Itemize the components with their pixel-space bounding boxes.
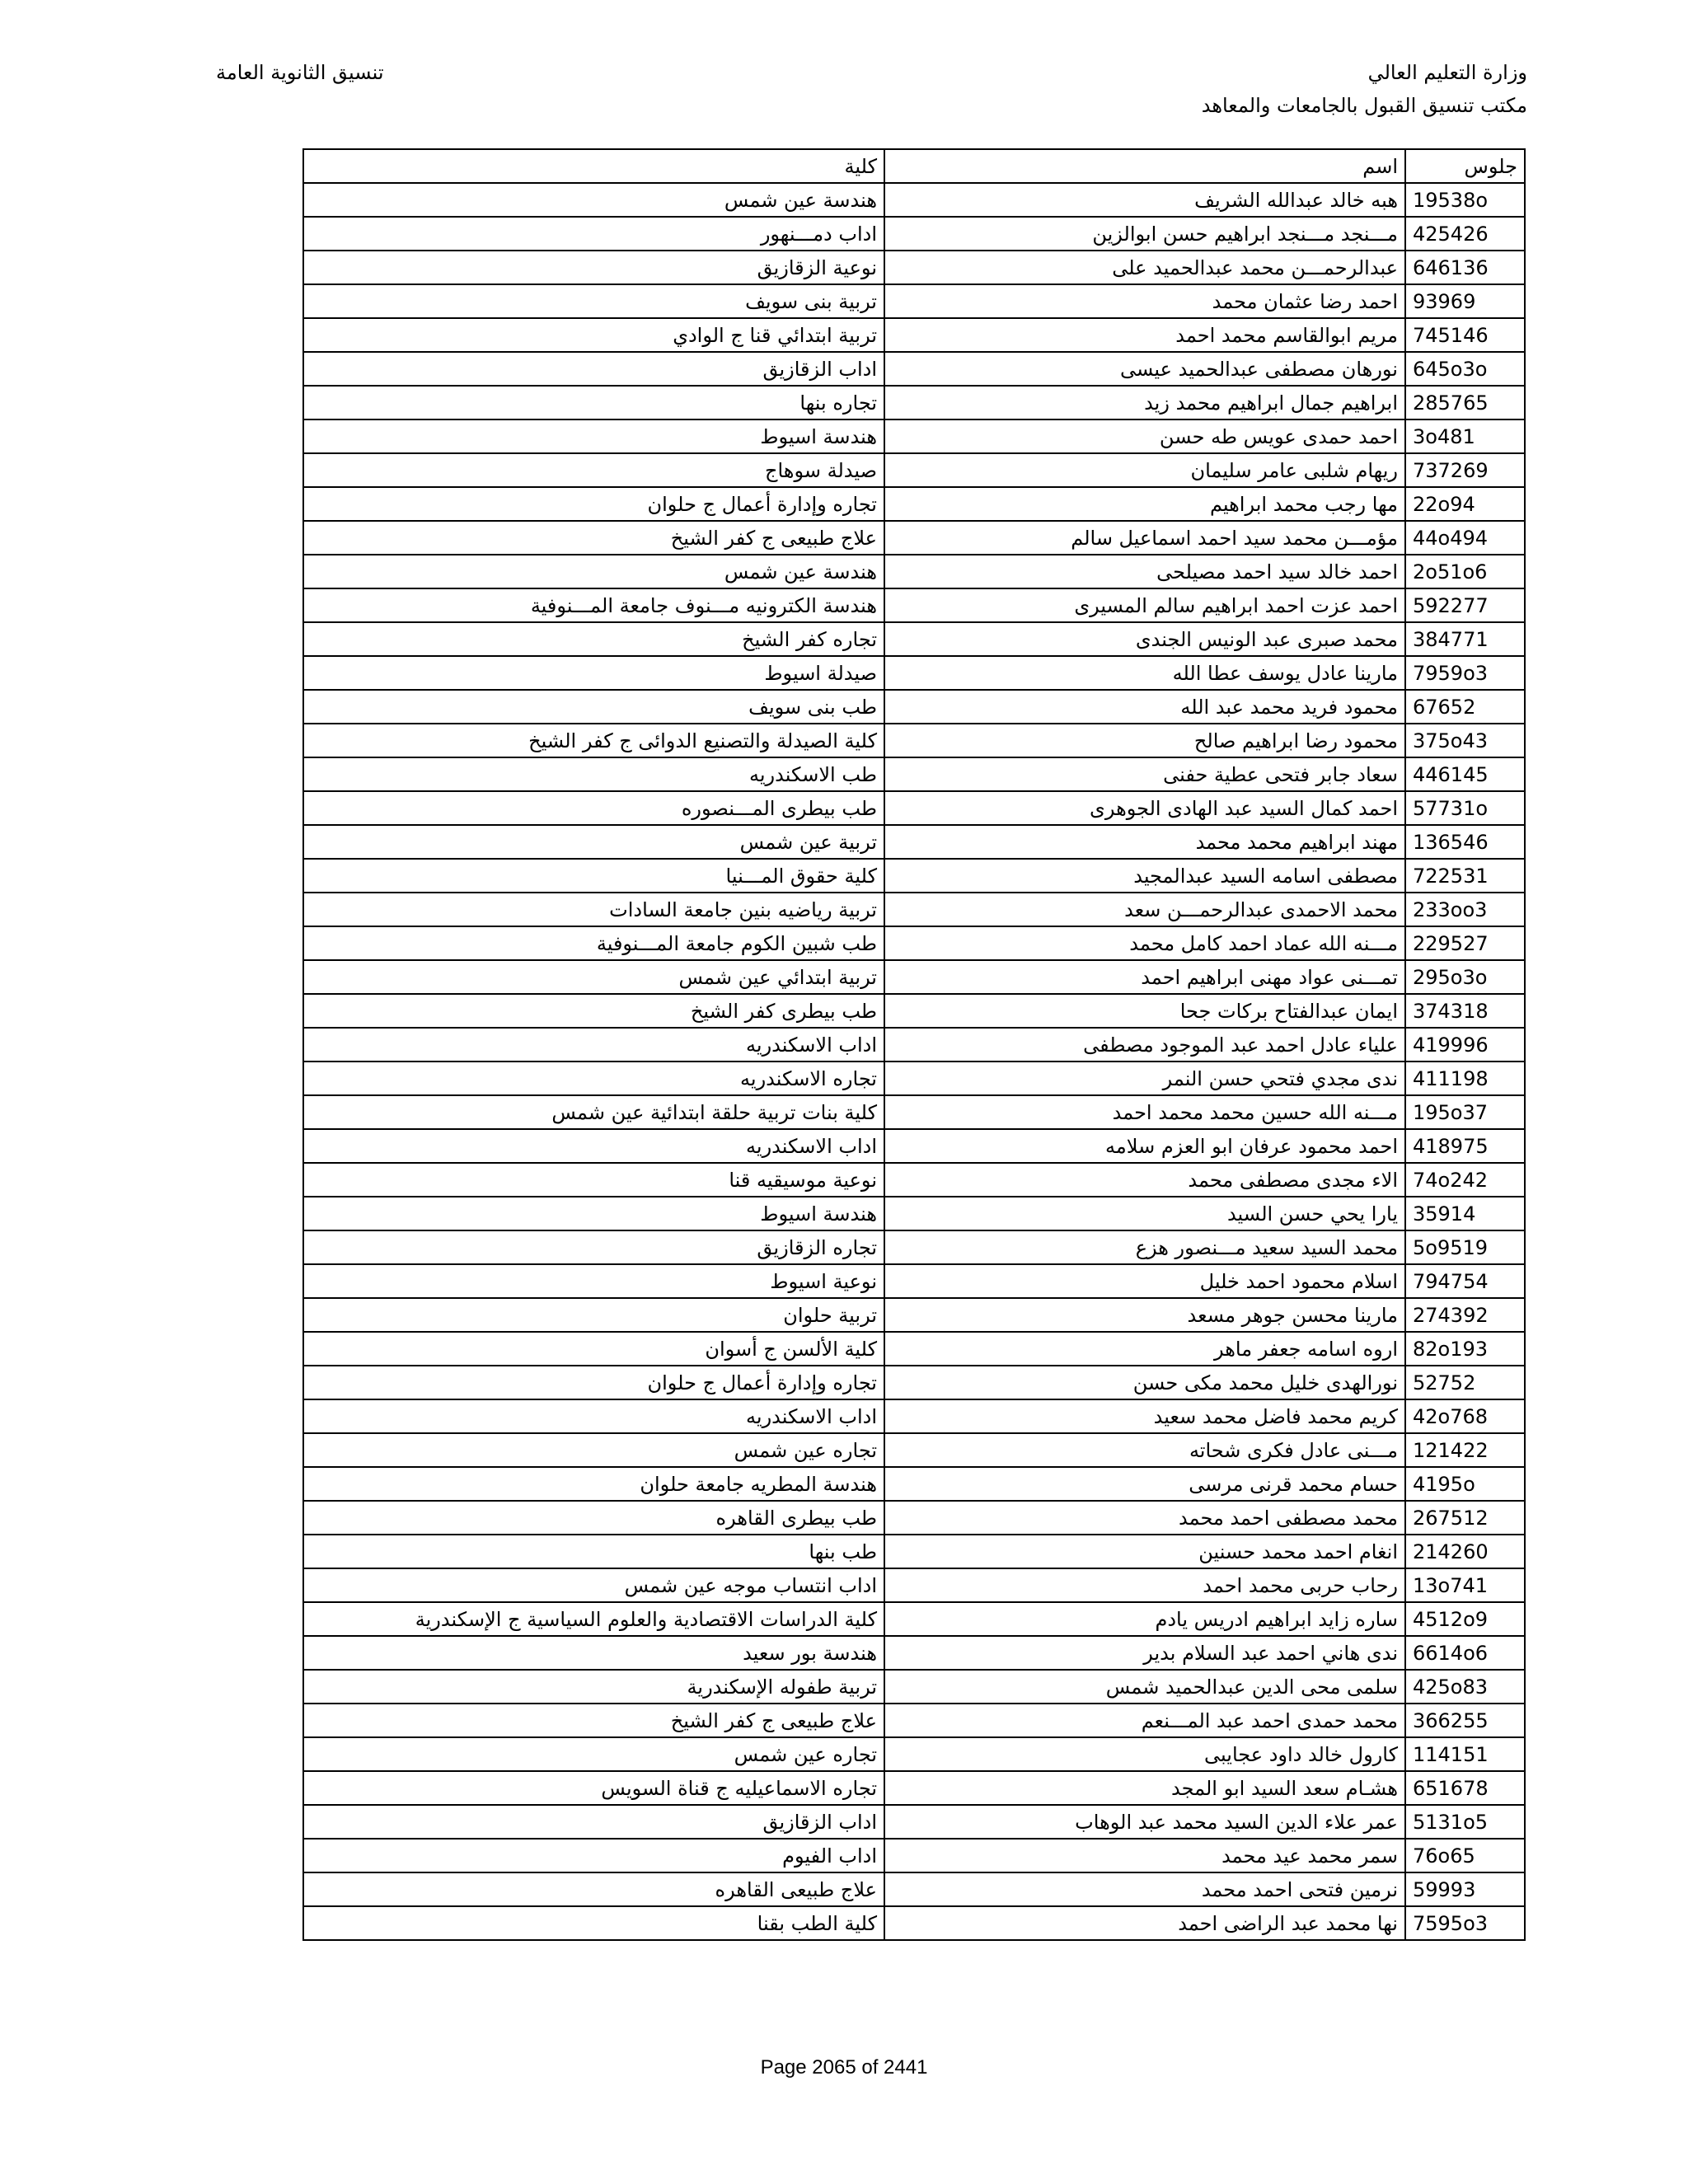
name-cell: نورالهدى خليل محمد مكى حسن: [884, 1366, 1405, 1399]
name-cell: مصطفى اسامه السيد عبدالمجيد: [884, 859, 1405, 893]
name-cell: محمد مصطفى احمد محمد: [884, 1501, 1405, 1535]
table-row: [303, 251, 1525, 284]
name-cell: نرمين فتحى احمد محمد: [884, 1872, 1405, 1906]
faculty-cell: تربية رياضيه بنين جامعة السادات: [303, 893, 884, 926]
seat-cell: 74o242: [1405, 1163, 1525, 1197]
table-row: [303, 1298, 1525, 1332]
faculty-cell: تجاره وإدارة أعمال ج حلوان: [303, 487, 884, 521]
name-cell: اسلام محمود احمد خليل: [884, 1264, 1405, 1298]
seat-cell: 59993: [1405, 1872, 1525, 1906]
name-column-header: اسم: [884, 149, 1405, 183]
faculty-cell: اداب الفيوم: [303, 1839, 884, 1872]
table-row: [303, 791, 1525, 825]
faculty-column-header: كلية: [303, 149, 884, 183]
faculty-cell: طب الاسكندريه: [303, 757, 884, 791]
faculty-cell: تربية طفوله الإسكندرية: [303, 1670, 884, 1704]
table-row: [303, 1332, 1525, 1366]
table-row: [303, 1062, 1525, 1095]
name-cell: محمود رضا ابراهيم صالح: [884, 724, 1405, 757]
seat-cell: 418975: [1405, 1129, 1525, 1163]
seat-cell: 5131o5: [1405, 1805, 1525, 1839]
faculty-cell: كلية بنات تربية حلقة ابتدائية عين شمس: [303, 1095, 884, 1129]
admissions-table: [302, 148, 1526, 1941]
name-cell: كريم محمد فاضل محمد سعيد: [884, 1399, 1405, 1433]
name-cell: علياء عادل احمد عبد الموجود مصطفى: [884, 1028, 1405, 1062]
faculty-cell: هندسة بور سعيد: [303, 1636, 884, 1670]
seat-cell: 233oo3: [1405, 893, 1525, 926]
seat-cell: 722531: [1405, 859, 1525, 893]
faculty-cell: تربية ابتدائي عين شمس: [303, 960, 884, 994]
name-cell: مارينا عادل يوسف عطا الله: [884, 656, 1405, 690]
faculty-cell: طب بيطرى القاهره: [303, 1501, 884, 1535]
seat-cell: 592277: [1405, 588, 1525, 622]
faculty-cell: هندسة المطريه جامعة حلوان: [303, 1467, 884, 1501]
seat-cell: 745146: [1405, 318, 1525, 352]
table-row: [303, 1129, 1525, 1163]
name-cell: مـــنه الله عماد احمد كامل محمد: [884, 926, 1405, 960]
page-number: Page 2065 of 2441: [760, 2056, 928, 2079]
name-cell: نورهان مصطفى عبدالحميد عيسى: [884, 352, 1405, 386]
table-row: [303, 1399, 1525, 1433]
seat-cell: 44o494: [1405, 521, 1525, 555]
faculty-cell: تجاره وإدارة أعمال ج حلوان: [303, 1366, 884, 1399]
faculty-cell: علاج طبيعى ج كفر الشيخ: [303, 1704, 884, 1737]
table-row: [303, 1433, 1525, 1467]
name-cell: عبدالرحمـــن محمد عبدالحميد على: [884, 251, 1405, 284]
name-cell: مؤمـــن محمد سيد احمد اسماعيل سالم: [884, 521, 1405, 555]
name-cell: احمد خالد سيد احمد مصيلحى: [884, 555, 1405, 588]
faculty-cell: تربية ابتدائي قنا ج الوادي: [303, 318, 884, 352]
faculty-cell: تجاره عين شمس: [303, 1433, 884, 1467]
table-row: [303, 1670, 1525, 1704]
name-cell: احمد رضا عثمان محمد: [884, 284, 1405, 318]
faculty-cell: علاج طبيعى القاهره: [303, 1872, 884, 1906]
faculty-cell: كلية الألسن ج أسوان: [303, 1332, 884, 1366]
seat-cell: 737269: [1405, 453, 1525, 487]
faculty-cell: طب شبين الكوم جامعة المـــنوفية: [303, 926, 884, 960]
name-cell: سعاد جابر فتحى عطية حفنى: [884, 757, 1405, 791]
table-body: [303, 149, 1525, 1940]
seat-cell: 366255: [1405, 1704, 1525, 1737]
seat-cell: 93969: [1405, 284, 1525, 318]
faculty-cell: هندسة عين شمس: [303, 183, 884, 217]
faculty-cell: كلية الدراسات الاقتصادية والعلوم السياسية ج الإسكندرية: [303, 1602, 884, 1636]
seat-cell: 35914: [1405, 1197, 1525, 1230]
name-cell: محمد حمدى احمد عبد المـــنعم: [884, 1704, 1405, 1737]
seat-cell: 6614o6: [1405, 1636, 1525, 1670]
name-cell: مريم ابوالقاسم محمد احمد: [884, 318, 1405, 352]
seat-cell: 375o43: [1405, 724, 1525, 757]
seat-cell: 4512o9: [1405, 1602, 1525, 1636]
seat-cell: 136546: [1405, 825, 1525, 859]
name-cell: ندى هاني احمد عبد السلام بدير: [884, 1636, 1405, 1670]
faculty-cell: اداب الاسكندريه: [303, 1129, 884, 1163]
name-cell: مهند ابراهيم محمد محمد: [884, 825, 1405, 859]
faculty-cell: نوعية الزقازيق: [303, 251, 884, 284]
table-row: [303, 1771, 1525, 1805]
seat-cell: 114151: [1405, 1737, 1525, 1771]
table-row: [303, 1737, 1525, 1771]
name-cell: هبه خالد عبدالله الشريف: [884, 183, 1405, 217]
table-row: [303, 1197, 1525, 1230]
faculty-cell: صيدلة سوهاج: [303, 453, 884, 487]
table-row: [303, 183, 1525, 217]
table-row: [303, 1467, 1525, 1501]
faculty-cell: طب بيطرى كفر الشيخ: [303, 994, 884, 1028]
name-cell: مها رجب محمد ابراهيم: [884, 487, 1405, 521]
faculty-cell: هندسة عين شمس: [303, 555, 884, 588]
table-row: [303, 318, 1525, 352]
seat-cell: 76o65: [1405, 1839, 1525, 1872]
seat-cell: 13o741: [1405, 1568, 1525, 1602]
faculty-cell: نوعية موسيقيه قنا: [303, 1163, 884, 1197]
name-cell: تمـــنى عواد مهنى ابراهيم احمد: [884, 960, 1405, 994]
faculty-cell: تربية حلوان: [303, 1298, 884, 1332]
table-row: [303, 588, 1525, 622]
name-cell: يارا يحي حسن السيد: [884, 1197, 1405, 1230]
name-cell: احمد عزت احمد ابراهيم سالم المسيرى: [884, 588, 1405, 622]
name-cell: مـــنى عادل فكرى شحاته: [884, 1433, 1405, 1467]
table-row: [303, 1839, 1525, 1872]
ministry-title: وزارة التعليم العالي: [1367, 61, 1527, 84]
seat-cell: 419996: [1405, 1028, 1525, 1062]
seat-cell: 67652: [1405, 690, 1525, 724]
seat-cell: 2o51o6: [1405, 555, 1525, 588]
seat-cell: 651678: [1405, 1771, 1525, 1805]
faculty-cell: اداب دمـــنهور: [303, 217, 884, 251]
faculty-cell: اداب انتساب موجه عين شمس: [303, 1568, 884, 1602]
faculty-cell: اداب الزقازيق: [303, 1805, 884, 1839]
table-row: [303, 555, 1525, 588]
name-cell: سمر محمد عيد محمد: [884, 1839, 1405, 1872]
seat-cell: 42o768: [1405, 1399, 1525, 1433]
table-row: [303, 656, 1525, 690]
table-row: [303, 1602, 1525, 1636]
name-cell: انغام احمد محمد حسنين: [884, 1535, 1405, 1568]
name-cell: ابراهيم جمال ابراهيم محمد زيد: [884, 386, 1405, 419]
faculty-cell: هندسة اسيوط: [303, 1197, 884, 1230]
table-row: [303, 1366, 1525, 1399]
faculty-cell: تجاره كفر الشيخ: [303, 622, 884, 656]
seat-column-header: جلوس: [1405, 149, 1525, 183]
table-row: [303, 690, 1525, 724]
name-cell: حسام محمد قرنى مرسى: [884, 1467, 1405, 1501]
name-cell: احمد محمود عرفان ابو العزم سلامه: [884, 1129, 1405, 1163]
faculty-cell: طب بنى سويف: [303, 690, 884, 724]
table-row: [303, 1028, 1525, 1062]
name-cell: مـــنه الله حسين محمد محمد احمد: [884, 1095, 1405, 1129]
table-row: [303, 1230, 1525, 1264]
table-row: [303, 1704, 1525, 1737]
table-row: [303, 1163, 1525, 1197]
faculty-cell: هندسة اسيوط: [303, 419, 884, 453]
faculty-cell: طب بنها: [303, 1535, 884, 1568]
seat-cell: 3o481: [1405, 419, 1525, 453]
name-cell: هشـام سعد السيد ابو المجد: [884, 1771, 1405, 1805]
faculty-cell: نوعية اسيوط: [303, 1264, 884, 1298]
faculty-cell: تربية عين شمس: [303, 825, 884, 859]
name-cell: احمد حمدى عويس طه حسن: [884, 419, 1405, 453]
faculty-cell: طب بيطرى المـــنصوره: [303, 791, 884, 825]
faculty-cell: تجاره الزقازيق: [303, 1230, 884, 1264]
seat-cell: 214260: [1405, 1535, 1525, 1568]
name-cell: محمد صبرى عبد الونيس الجندى: [884, 622, 1405, 656]
table-row: [303, 926, 1525, 960]
name-cell: محمد السيد سعيد مـــنصور هزع: [884, 1230, 1405, 1264]
faculty-cell: كلية الطب بقنا: [303, 1906, 884, 1940]
seat-cell: 374318: [1405, 994, 1525, 1028]
name-cell: عمر علاء الدين السيد محمد عبد الوهاب: [884, 1805, 1405, 1839]
table-row: [303, 521, 1525, 555]
seat-cell: 19538o: [1405, 183, 1525, 217]
seat-cell: 82o193: [1405, 1332, 1525, 1366]
seat-cell: 195o37: [1405, 1095, 1525, 1129]
table-row: [303, 1095, 1525, 1129]
table-row: [303, 1872, 1525, 1906]
seat-cell: 229527: [1405, 926, 1525, 960]
name-cell: ريهام شلبى عامر سليمان: [884, 453, 1405, 487]
table-row: [303, 419, 1525, 453]
table-row: [303, 386, 1525, 419]
name-cell: احمد كمال السيد عبد الهادى الجوهرى: [884, 791, 1405, 825]
name-cell: ندى مجدي فتحي حسن النمر: [884, 1062, 1405, 1095]
faculty-cell: كلية الصيدلة والتصنيع الدوائى ج كفر الشيخ: [303, 724, 884, 757]
seat-cell: 425o83: [1405, 1670, 1525, 1704]
name-cell: محمود فريد محمد عبد الله: [884, 690, 1405, 724]
table-row: [303, 994, 1525, 1028]
seat-cell: 295o3o: [1405, 960, 1525, 994]
table-row: [303, 1636, 1525, 1670]
name-cell: ايمان عبدالفتاح بركات جحا: [884, 994, 1405, 1028]
faculty-cell: كلية حقوق المـــنيا: [303, 859, 884, 893]
name-cell: كارول خالد داود عجايبى: [884, 1737, 1405, 1771]
faculty-cell: صيدلة اسيوط: [303, 656, 884, 690]
table-row: [303, 1264, 1525, 1298]
seat-cell: 267512: [1405, 1501, 1525, 1535]
name-cell: سلمى محى الدين عبدالحميد شمس: [884, 1670, 1405, 1704]
seat-cell: 274392: [1405, 1298, 1525, 1332]
name-cell: اروه اسامه جعفر ماهر: [884, 1332, 1405, 1366]
seat-cell: 646136: [1405, 251, 1525, 284]
seat-cell: 446145: [1405, 757, 1525, 791]
table-row: [303, 825, 1525, 859]
faculty-cell: علاج طبيعى ج كفر الشيخ: [303, 521, 884, 555]
table-row: [303, 487, 1525, 521]
table-row: [303, 352, 1525, 386]
table-row: [303, 859, 1525, 893]
faculty-cell: تجاره بنها: [303, 386, 884, 419]
table-row: [303, 622, 1525, 656]
faculty-cell: هندسة الكترونيه مـــنوف جامعة المـــنوفية: [303, 588, 884, 622]
name-cell: محمد الاحمدى عبدالرحمـــن سعد: [884, 893, 1405, 926]
seat-cell: 22o94: [1405, 487, 1525, 521]
table-row: [303, 893, 1525, 926]
seat-cell: 52752: [1405, 1366, 1525, 1399]
seat-cell: 285765: [1405, 386, 1525, 419]
seat-cell: 7595o3: [1405, 1906, 1525, 1940]
seat-cell: 411198: [1405, 1062, 1525, 1095]
table-row: [303, 217, 1525, 251]
name-cell: ساره زايد ابراهيم ادريس يادم: [884, 1602, 1405, 1636]
seat-cell: 645o3o: [1405, 352, 1525, 386]
faculty-cell: اداب الاسكندريه: [303, 1399, 884, 1433]
seat-cell: 425426: [1405, 217, 1525, 251]
seat-cell: 121422: [1405, 1433, 1525, 1467]
name-cell: رحاب حربى محمد احمد: [884, 1568, 1405, 1602]
coordination-title: تنسيق الثانوية العامة: [216, 61, 384, 84]
office-title: مكتب تنسيق القبول بالجامعات والمعاهد: [1201, 94, 1527, 117]
table-row: [303, 1906, 1525, 1940]
name-cell: نها محمد عبد الراضى احمد: [884, 1906, 1405, 1940]
faculty-cell: تجاره الاسكندريه: [303, 1062, 884, 1095]
table-row: [303, 1535, 1525, 1568]
faculty-cell: تجاره الاسماعيليه ج قناة السويس: [303, 1771, 884, 1805]
table-row: [303, 757, 1525, 791]
table-row: [303, 1805, 1525, 1839]
table-row: [303, 284, 1525, 318]
seat-cell: 7959o3: [1405, 656, 1525, 690]
table-row: [303, 453, 1525, 487]
faculty-cell: تجاره عين شمس: [303, 1737, 884, 1771]
faculty-cell: تربية بنى سويف: [303, 284, 884, 318]
seat-cell: 794754: [1405, 1264, 1525, 1298]
faculty-cell: اداب الزقازيق: [303, 352, 884, 386]
table-row: [303, 1501, 1525, 1535]
seat-cell: 57731o: [1405, 791, 1525, 825]
seat-cell: 384771: [1405, 622, 1525, 656]
name-cell: الاء مجدى مصطفى محمد: [884, 1163, 1405, 1197]
name-cell: مـــنجد مـــنجد ابراهيم حسن ابوالزين: [884, 217, 1405, 251]
table-row: [303, 960, 1525, 994]
table-row: [303, 724, 1525, 757]
table-header-row: [303, 149, 1525, 183]
table-row: [303, 1568, 1525, 1602]
faculty-cell: اداب الاسكندريه: [303, 1028, 884, 1062]
name-cell: مارينا محسن جوهر مسعد: [884, 1298, 1405, 1332]
seat-cell: 4195o: [1405, 1467, 1525, 1501]
seat-cell: 5o9519: [1405, 1230, 1525, 1264]
